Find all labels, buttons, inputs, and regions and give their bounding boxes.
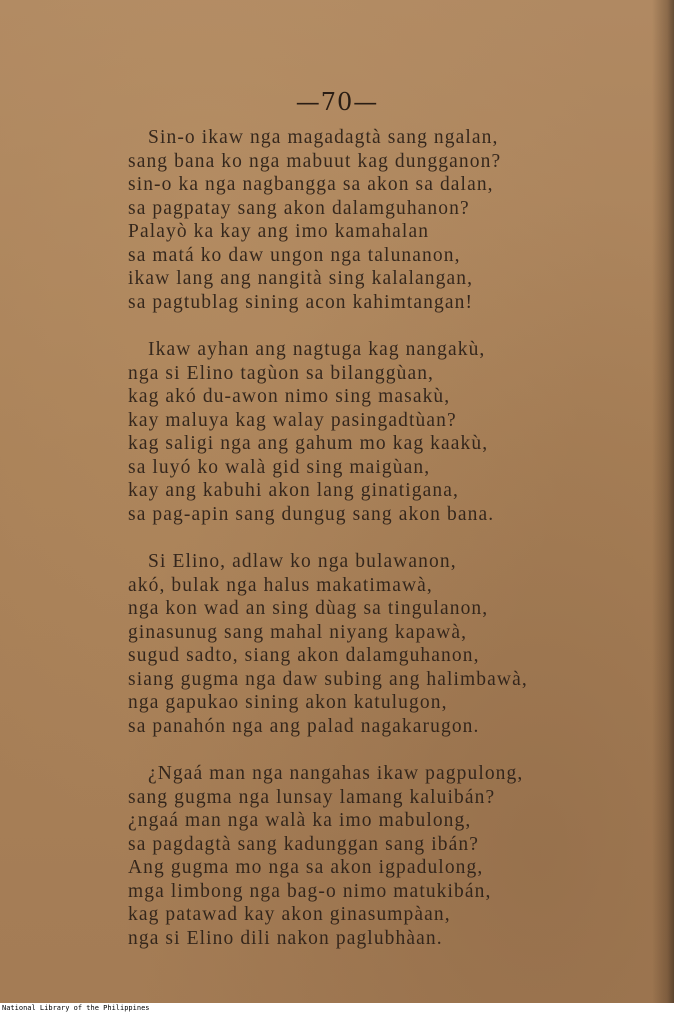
poem-line: kay maluya kag walay pasingadtùan? [128, 409, 457, 431]
poem-line: sa pag-apin sang dungug sang akon bana. [128, 503, 495, 525]
poem-line: ¿ngaá man nga walà ka imo mabulong, [128, 810, 472, 831]
poem-line: sa pagdagtà sang kadunggan sang ibán? [128, 833, 479, 855]
poem-line: sang bana ko nga mabuut kag dungganon? [128, 150, 502, 172]
page-fold-shadow [652, 0, 674, 1003]
poem-line: kay ang kabuhi akon lang ginatigana, [128, 480, 459, 501]
poem-line: Ikaw ayhan ang nagtuga kag nangakù, [148, 339, 486, 360]
poem [128, 126, 598, 974]
poem-line: sang gugma nga lunsay lamang kaluibán? [128, 786, 496, 808]
poem-line: siang gugma nga daw subing ang halimbawà, [128, 668, 528, 690]
poem-line: nga kon wad an sing dùag sa tingulanon, [128, 598, 489, 619]
poem-line: ikaw lang ang nangità sing kalalangan, [128, 268, 474, 289]
stanza-4 [128, 762, 598, 950]
page-number: —70— [295, 88, 379, 116]
poem-line: sa pagpatay sang akon dalamguhanon? [128, 197, 470, 219]
poem-line: sa matá ko daw ungon nga talunanon, [128, 244, 461, 266]
poem-line: sin-o ka nga nagbangga sa akon sa dalan, [128, 174, 494, 195]
stanza-2 [128, 338, 598, 526]
poem-line: nga si Elino tagùon sa bilanggùan, [128, 362, 435, 384]
poem-line: sa pagtublag sining acon kahimtangan! [128, 291, 474, 313]
poem-line: nga gapukao sining akon katulugon, [128, 692, 448, 713]
poem-line: sa panahón nga ang palad nagakarugon. [128, 715, 480, 737]
poem-line: ginasunug sang mahal niyang kapawà, [128, 621, 468, 643]
poem-line: Sin-o ikaw nga magadagtà sang ngalan, [148, 127, 499, 148]
poem-line: kag patawad kay akon ginasumpàan, [128, 904, 451, 925]
poem-line: sa luyó ko walà gid sing maigùan, [128, 456, 431, 478]
poem-line: Si Elino, adlaw ko nga bulawanon, [148, 551, 457, 572]
poem-line: akó, bulak nga halus makatimawà, [128, 574, 433, 596]
poem-line: kag akó du-awon nimo sing masakù, [128, 386, 451, 407]
poem-line: ¿Ngaá man nga nangahas ikaw pagpulong, [148, 763, 524, 784]
poem-line: Ang gugma mo nga sa akon igpadulong, [128, 857, 484, 878]
poem-line: nga si Elino dili nakon paglubhàan. [128, 927, 443, 949]
poem-line: Palayò ka kay ang imo kamahalan [128, 221, 430, 242]
poem-line: mga limbong nga bag-o nimo matukibán, [128, 880, 492, 902]
library-credit: National Library of the Philippines [2, 1004, 150, 1012]
stanza-3 [128, 550, 598, 738]
poem-line: kag saligi nga ang gahum mo kag kaakù, [128, 433, 489, 454]
poem-line: sugud sadto, siang akon dalamguhanon, [128, 645, 480, 666]
stanza-1 [128, 126, 598, 314]
